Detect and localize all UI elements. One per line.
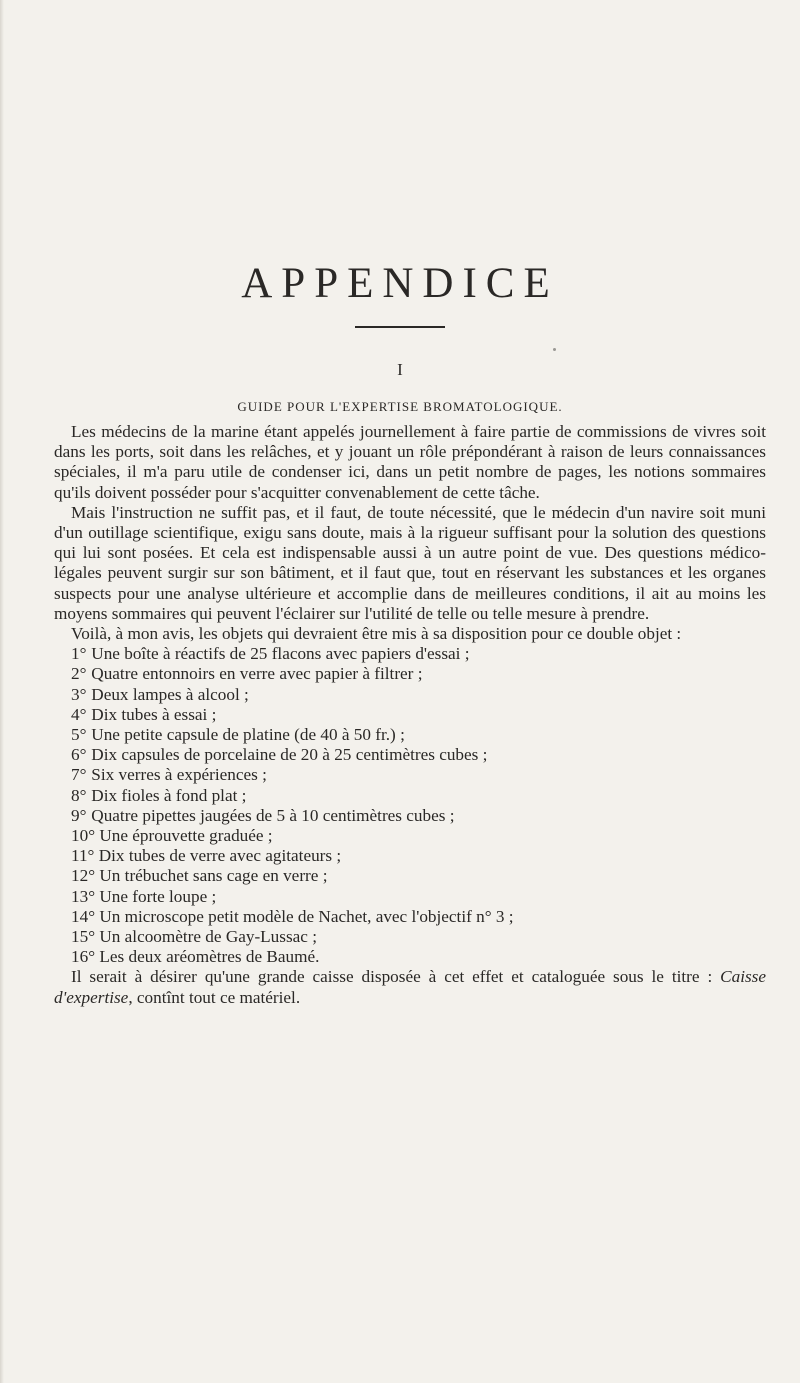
item-text: Quatre pipettes jaugées de 5 à 10 centimètres cubes ; xyxy=(91,805,455,825)
item-text: Un alcoomètre de Gay-Lussac ; xyxy=(99,927,317,947)
item-number: 7° xyxy=(71,765,87,785)
item-text: Dix capsules de porcelaine de 20 à 25 centimètres cubes ; xyxy=(91,745,488,765)
item-number: 5° xyxy=(71,725,87,745)
item-text: Les deux aréomètres de Baumé. xyxy=(99,947,320,967)
section-number: I xyxy=(397,360,403,379)
item-number: 10° xyxy=(71,826,96,846)
item-text: Une forte loupe ; xyxy=(99,886,217,906)
item-text: Une boîte à réactifs de 25 flacons avec papiers d'essai ; xyxy=(91,644,470,664)
title-rule xyxy=(355,326,445,328)
list-item xyxy=(54,907,766,927)
item-text: Dix tubes de verre avec agitateurs ; xyxy=(98,846,342,866)
list-item xyxy=(54,685,766,705)
list-item xyxy=(54,887,766,907)
equipment-list xyxy=(54,644,766,967)
item-text: Un trébuchet sans cage en verre ; xyxy=(99,866,328,886)
closing-text-end: , contînt tout ce matériel. xyxy=(128,987,301,1007)
item-text: Une petite capsule de platine (de 40 à 50 fr.) ; xyxy=(91,725,405,745)
closing-paragraph xyxy=(54,967,766,1007)
list-item xyxy=(54,725,766,745)
item-number: 6° xyxy=(71,745,87,765)
item-text: Dix tubes à essai ; xyxy=(91,704,217,724)
paragraph: Mais l'instruction ne suffit pas, et il faut, de toute nécessité, que le médecin d'un navire soit muni d'un outillage scientifique, exigu sans doute, mais à la rigueur suffisant pour la solution des questions qui lui sont posées. Et cela est indispensable aussi à un autre point de vue. Des questions médico-légales peuvent surgir sur son bâtiment, et il faut que, tout en réservant les substances et les organes suspects pour une analyse ultérieure et accomplie dans de meilleures conditions, il ait au moins les moyens sommaires qui peuvent l'éclairer sur l'utilité de telle ou telle mesure à prendre. xyxy=(54,502,766,623)
list-item xyxy=(54,786,766,806)
item-number: 9° xyxy=(71,805,87,825)
item-number: 8° xyxy=(71,785,87,805)
list-item xyxy=(54,846,766,866)
item-text: Un microscope petit modèle de Nachet, avec l'objectif n° 3 ; xyxy=(99,906,514,926)
cabinet-title: Caisse d'expertise xyxy=(54,967,766,1007)
list-item xyxy=(54,705,766,725)
item-text: Six verres à expériences ; xyxy=(91,765,267,785)
list-item xyxy=(54,947,766,967)
paragraph: Les médecins de la marine étant appelés journellement à faire partie de commissions de vivres soit dans les ports, soit dans les relâches, et y jouant un rôle prépondérant à raison de leurs connaissances spéciales, il m'a paru utile de condenser ici, dans un petit nombre de pages, les notions sommaires qu'ils doivent posséder pour s'acquitter convenablement de cette tâche. xyxy=(54,422,766,502)
item-number: 2° xyxy=(71,664,87,684)
page-edge-shadow xyxy=(0,0,4,1383)
list-item xyxy=(54,806,766,826)
list-item xyxy=(54,664,766,684)
item-number: 13° xyxy=(71,886,96,906)
item-number: 16° xyxy=(71,947,96,967)
item-text: Deux lampes à alcool ; xyxy=(91,684,249,704)
ink-speck xyxy=(553,348,556,351)
body-text xyxy=(54,422,766,1008)
item-text: Dix fioles à fond plat ; xyxy=(91,785,247,805)
item-text: Quatre entonnoirs en verre avec papier à filtrer ; xyxy=(91,664,423,684)
item-number: 3° xyxy=(71,684,87,704)
item-text: Une éprouvette graduée ; xyxy=(99,826,273,846)
list-item xyxy=(54,826,766,846)
item-number: 12° xyxy=(71,866,96,886)
list-item xyxy=(54,927,766,947)
paragraph: Voilà, à mon avis, les objets qui devraient être mis à sa disposition pour ce double objet : xyxy=(71,624,682,644)
item-number: 14° xyxy=(71,906,96,926)
item-number: 1° xyxy=(71,644,87,664)
closing-text: Il serait à désirer qu'une grande caisse disposée à cet effet et cataloguée sous le titre : xyxy=(71,967,721,987)
list-item xyxy=(54,765,766,785)
page-title: APPENDICE xyxy=(241,260,559,307)
item-number: 4° xyxy=(71,704,87,724)
section-title: GUIDE POUR L'EXPERTISE BROMATOLOGIQUE. xyxy=(237,399,563,414)
item-number: 11° xyxy=(71,846,95,866)
item-number: 15° xyxy=(71,927,96,947)
list-item xyxy=(54,745,766,765)
list-item xyxy=(54,644,766,664)
list-item xyxy=(54,866,766,886)
